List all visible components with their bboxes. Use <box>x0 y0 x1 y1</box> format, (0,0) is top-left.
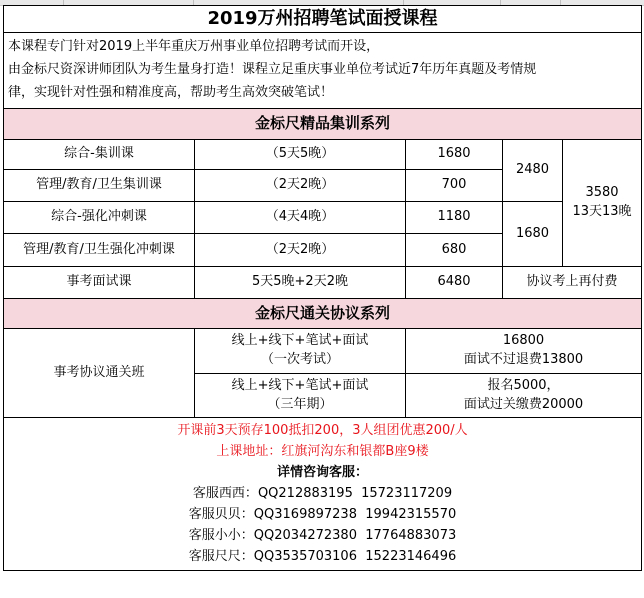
interview-course-name: 事考面试课 <box>4 267 195 299</box>
total-schedule: 13天13晚 <box>572 204 632 220</box>
agreement-option-line1: 线上+线下+笔试+面试 <box>231 377 369 393</box>
contact-phone: 17764883073 <box>365 528 457 544</box>
contact-name: 客服尺尺： <box>188 549 254 565</box>
agreement-option-line1: 线上+线下+笔试+面试 <box>231 333 369 349</box>
course-schedule: （5天5晚） <box>195 140 406 170</box>
contact-qq: QQ3535703106 <box>253 549 357 565</box>
contact-qq: QQ3169897238 <box>253 507 357 523</box>
agreement-price-line2: 面试过关缴费20000 <box>463 396 584 412</box>
promo-text: 开课前3天预存100抵扣200，3人组团优惠200/人 <box>177 423 468 439</box>
course-schedule: （2天2晚） <box>195 170 406 202</box>
course-price: 680 <box>406 234 503 267</box>
interview-course-price: 6480 <box>406 267 503 299</box>
section-heading-training: 金标尺精品集训系列 <box>4 109 642 140</box>
course-price: 1680 <box>406 140 503 170</box>
contact-qq: QQ212883195 <box>257 486 353 502</box>
agreement-price-line2: 面试不过退费13800 <box>463 352 584 368</box>
agreement-price <box>406 374 642 418</box>
contact-row <box>4 504 641 525</box>
interview-course-schedule: 5天5晚+2天2晚 <box>195 267 406 299</box>
section-heading-agreement: 金标尺通关协议系列 <box>4 299 642 329</box>
agreement-option-line2: （三年期） <box>267 396 333 412</box>
contact-phone: 15223146496 <box>365 549 457 565</box>
interview-course-note: 协议考上再付费 <box>503 267 642 299</box>
page-title: 2019万州招聘笔试面授课程 <box>4 6 642 33</box>
contact-info <box>4 418 642 571</box>
combo-price-1 <box>503 140 563 202</box>
contact-name: 客服贝贝： <box>188 507 254 523</box>
contact-name: 客服小小： <box>188 528 254 544</box>
contact-phone: 19942315570 <box>365 507 457 523</box>
agreement-price <box>406 329 642 374</box>
class-address: 上课地址：红旗河沟东和银都B座9楼 <box>216 444 429 460</box>
course-name: 管理/教育/卫生强化冲刺课 <box>4 234 195 267</box>
agreement-price-line1: 报名5000， <box>487 377 560 393</box>
agreement-class-name: 事考协议通关班 <box>4 329 195 418</box>
contact-row <box>4 525 641 546</box>
contact-phone: 15723117209 <box>361 486 453 502</box>
total-price-cell <box>563 140 642 267</box>
course-table <box>3 5 642 571</box>
contact-row <box>4 546 641 567</box>
combo-price-1-value: 2480 <box>515 162 550 178</box>
course-price: 700 <box>406 170 503 202</box>
combo-price-2: 1680 <box>503 202 563 267</box>
total-price: 3580 <box>585 185 619 201</box>
course-price: 1180 <box>406 202 503 234</box>
course-schedule: （4天4晚） <box>195 202 406 234</box>
course-name: 综合-强化冲刺课 <box>4 202 195 234</box>
contact-row <box>4 483 641 504</box>
contact-name: 客服西西： <box>192 486 258 502</box>
course-name: 综合-集训课 <box>4 140 195 170</box>
contact-qq: QQ2034272380 <box>253 528 357 544</box>
course-schedule: （2天2晚） <box>195 234 406 267</box>
course-intro <box>4 33 642 109</box>
agreement-option <box>195 374 406 418</box>
intro-line-2: 由金标尺资深讲师团队为考生量身打造！课程立足重庆事业单位考试近7年历年真题及考情规 <box>8 62 537 78</box>
intro-line-3: 律，实现针对性强和精准度高，帮助考生高效突破笔试！ <box>8 85 334 101</box>
agreement-price-line1: 16800 <box>502 333 545 349</box>
intro-line-1: 本课程专门针对2019上半年重庆万州事业单位招聘考试而开设， <box>8 39 380 55</box>
consult-title: 详情咨询客服： <box>277 465 369 481</box>
course-name: 管理/教育/卫生集训课 <box>4 170 195 202</box>
agreement-option-line2: （一次考试） <box>260 352 339 368</box>
agreement-option <box>195 329 406 374</box>
